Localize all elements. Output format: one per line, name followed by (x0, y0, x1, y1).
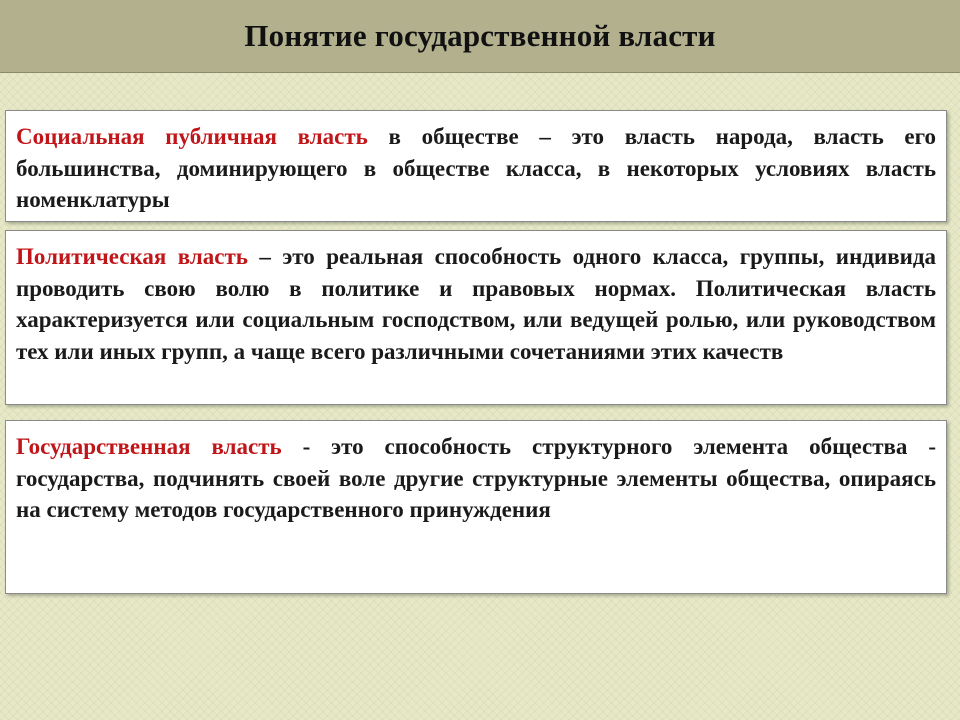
definition-text (16, 121, 936, 216)
definition-text (16, 431, 936, 526)
definition-term: Политическая власть (16, 244, 248, 269)
definition-text (16, 241, 936, 367)
definition-term: Социальная публичная власть (16, 124, 368, 149)
definition-box-social-power (5, 110, 947, 222)
definition-box-state-power (5, 420, 947, 594)
definition-box-political-power (5, 230, 947, 405)
definition-body: - это способность структурного элемента общества - государства, подчинять своей воле другие структурные элементы общества, опираясь на систему методов государственного принуждения (16, 434, 936, 522)
definition-body: – это реальная способность одного класса, группы, индивида проводить свою волю в политике и правовых нормах. Политическая власть характеризуется или социальным господством, или ведущей ролью, или руководством тех или иных групп, а чаще всего различными сочетаниями этих качеств (16, 244, 937, 364)
definition-term: Государственная власть (16, 434, 282, 459)
slide-title: Понятие государственной власти (244, 18, 716, 53)
slide-header (0, 0, 960, 73)
definition-body: в обществе – это власть народа, власть его большинства, доминирующего в обществе класса, в некоторых условиях власть номенклатуры (16, 124, 937, 212)
